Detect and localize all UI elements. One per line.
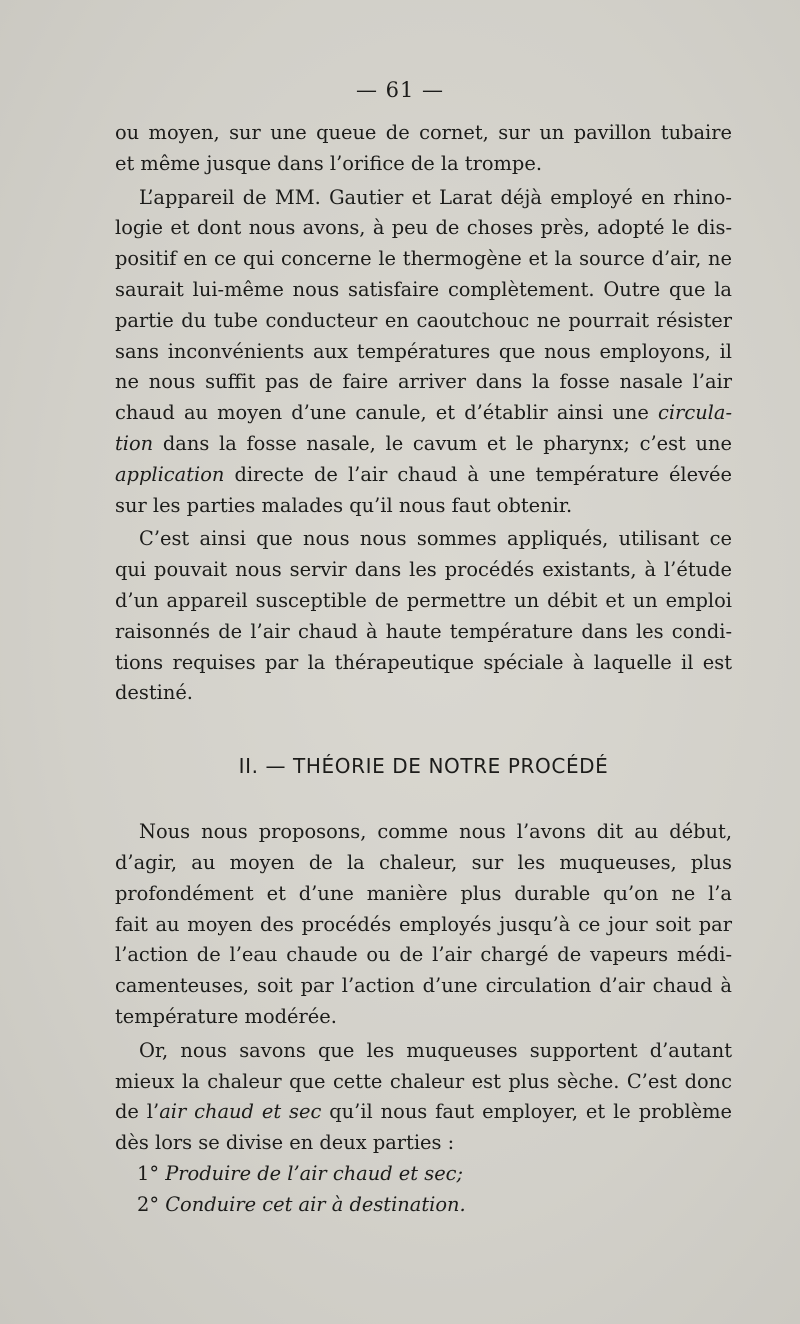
paragraph-dry-heat (115, 1036, 732, 1159)
italic-text: application (115, 462, 225, 486)
list-text: Produire de l’air chaud et sec; (165, 1161, 464, 1185)
text-line: L’appareil de MM. Gautier et Larat déjà employé en rhino- (139, 185, 732, 209)
text-line: température modérée. (115, 1004, 337, 1028)
italic-text: circula- (658, 401, 732, 425)
text-line: sans inconvénients aux températures que nous employons, il (115, 339, 732, 363)
page-body (115, 118, 732, 1221)
text-line: logie et dont nous avons, à peu de choses près, adopté le dis- (115, 216, 732, 240)
text-line: et même jusque dans l’orifice de la trompe. (115, 151, 542, 175)
text-line: l’action de l’eau chaude ou de l’air chargé de vapeurs médi- (115, 943, 732, 967)
text-line: d’un appareil susceptible de permettre un débit et un emploi (115, 588, 732, 612)
text-line: qui pouvait nous servir dans les procédés existants, à l’étude (115, 558, 732, 582)
text-segment: dans la fosse nasale, le cavum et le pharynx; c’est une (153, 431, 732, 455)
text-line: raisonnés de l’air chaud à haute température dans les condi- (115, 619, 732, 643)
text-segment: chaud au moyen d’une canule, et d’établir ainsi une (115, 401, 658, 425)
section-heading: II. — THÉORIE DE NOTRE PROCÉDÉ (238, 754, 609, 779)
text-segment: qu’il nous faut employer, et le problème (321, 1100, 733, 1124)
paragraph-apparatus (115, 183, 732, 522)
list-item (115, 1190, 732, 1221)
text-line: dès lors se divise en deux parties : (115, 1131, 455, 1155)
text-line (115, 429, 732, 460)
text-line: ou moyen, sur une queue de cornet, sur un pavillon tubaire (115, 121, 732, 144)
numbered-list (115, 1159, 732, 1221)
text-line: saurait lui-même nous satisfaire complètement. Outre que la (115, 277, 732, 301)
list-text: Conduire cet air à destination. (165, 1192, 466, 1216)
italic-text: air chaud et sec (159, 1100, 322, 1124)
list-item (115, 1159, 732, 1190)
text-line: d’agir, au moyen de la chaleur, sur les muqueuses, plus (115, 850, 732, 874)
text-line: C’est ainsi que nous nous sommes appliqués, utilisant ce (139, 527, 732, 551)
list-number: 2° (137, 1192, 160, 1216)
list-number: 1° (137, 1161, 160, 1185)
paragraph-study (115, 524, 732, 709)
italic-text: tion (115, 431, 154, 455)
text-line (115, 460, 732, 491)
text-line: tions requises par la thérapeutique spéciale à laquelle il est (115, 650, 732, 674)
text-line: sur les parties malades qu’il nous faut obtenir. (115, 493, 573, 517)
text-segment: directe de l’air chaud à une température élevée (224, 462, 732, 486)
page-number: — 61 — (355, 78, 445, 102)
text-line: fait au moyen des procédés employés jusqu’à ce jour soit par (115, 912, 732, 936)
text-line: Or, nous savons que les muqueuses supportent d’autant (139, 1038, 732, 1062)
paragraph-theory (115, 817, 732, 1033)
paragraph-continuation (115, 118, 732, 180)
text-line: ne nous suffit pas de faire arriver dans la fosse nasale l’air (115, 370, 732, 394)
text-line: partie du tube conducteur en caoutchouc ne pourrait résister (115, 308, 732, 332)
text-line: destiné. (115, 681, 193, 705)
text-line: mieux la chaleur que cette chaleur est plus sèche. C’est donc (115, 1069, 732, 1093)
text-line: positif en ce qui concerne le thermogène et la source d’air, ne (115, 247, 732, 271)
text-line: profondément et d’une manière plus durable qu’on ne l’a (115, 881, 732, 905)
text-line (115, 398, 732, 429)
text-segment: de l’ (115, 1100, 160, 1124)
text-line: camenteuses, soit par l’action d’une circulation d’air chaud à (115, 974, 732, 998)
text-line (115, 1097, 732, 1128)
text-line: Nous nous proposons, comme nous l’avons dit au début, (139, 820, 732, 844)
